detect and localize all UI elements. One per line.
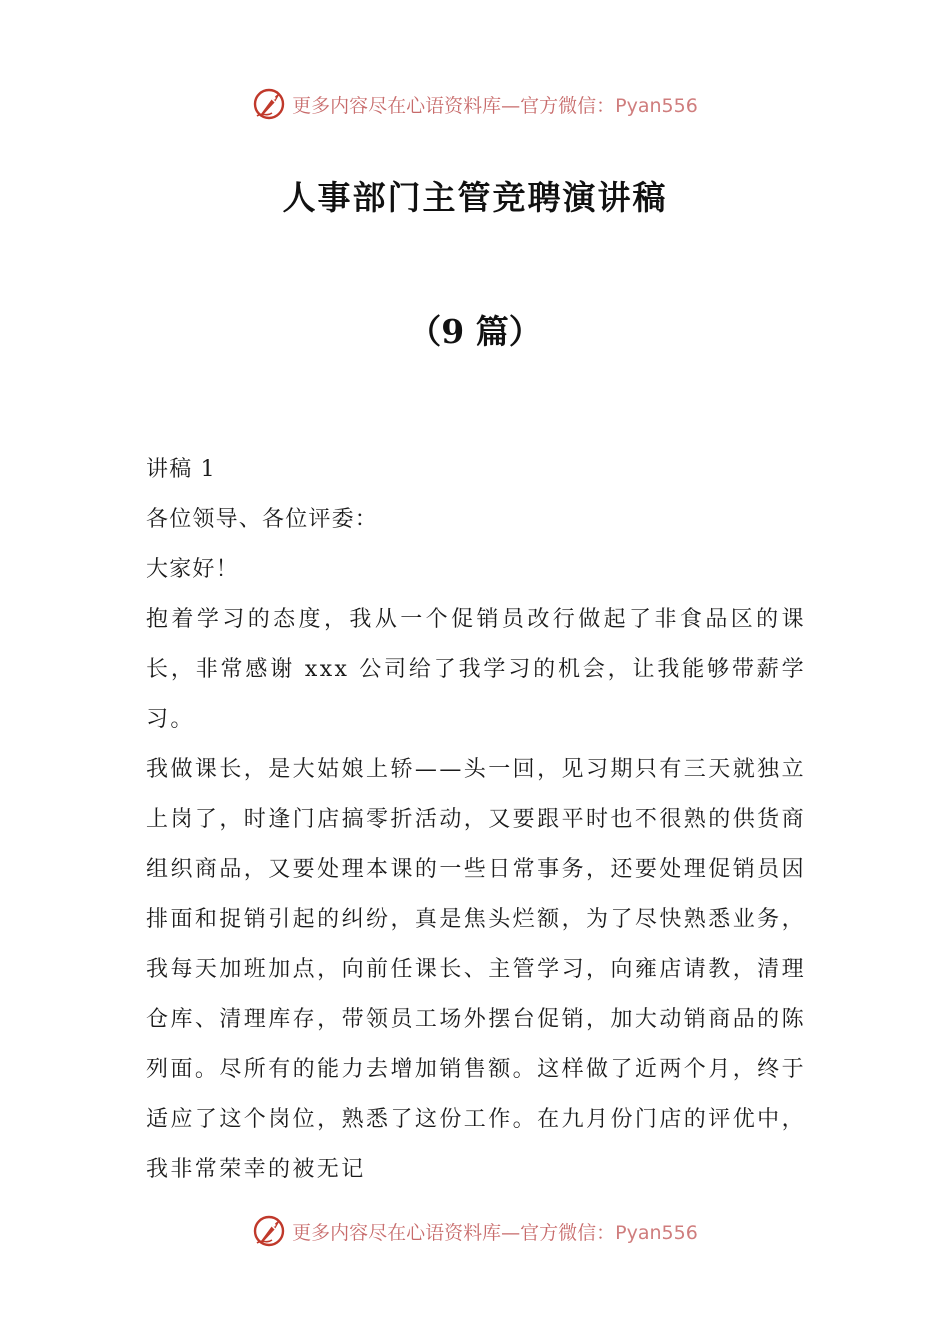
banner-promo-text: 更多内容尽在心语资料库—官方微信： — [292, 1221, 616, 1244]
document-subtitle: （9 篇） — [408, 312, 542, 351]
banner-wechat-id: Pyan556 — [615, 94, 698, 117]
banner-text — [292, 1218, 698, 1245]
banner-wechat-id: Pyan556 — [615, 1221, 698, 1244]
footer-banner — [0, 1209, 950, 1253]
document-body — [146, 445, 806, 1195]
body-paragraph-1: 抱着学习的态度，我从一个促销员改行做起了非食品区的课长，非常感谢 xxx 公司给了我学习的机会，让我能够带薪学习。 — [146, 607, 806, 732]
greeting: 大家好！ — [146, 557, 239, 582]
pen-nib-logo-icon — [252, 86, 288, 122]
header-banner — [0, 82, 950, 126]
banner-text — [292, 91, 698, 118]
document-title: 人事部门主管竞聘演讲稿 — [282, 178, 668, 217]
banner-promo-text: 更多内容尽在心语资料库—官方微信： — [292, 94, 616, 117]
pen-nib-logo-icon — [252, 1213, 288, 1249]
body-paragraph-2: 我做课长，是大姑娘上轿——头一回，见习期只有三天就独立上岗了，时逢门店搞零折活动，又要跟平时也不很熟的供货商组织商品，又要处理本课的一些日常事务，还要处理促销员因排面和捉销引起的纠纷，真是焦头烂额，为了尽快熟悉业务，我每天加班加点，向前任课长、主管学习，向雍店请教，清理仓库、清理库存，带领员工场外摆台促销，加大动销商品的陈列面。尽所有的能力去增加销售额。这样做了近两个月，终于适应了这个岗位，熟悉了这份工作。在九月份门店的评优中，我非常荣幸的被无记 — [146, 757, 806, 1182]
salutation: 各位领导、各位评委： — [146, 507, 379, 532]
section-heading: 讲稿 1 — [146, 457, 216, 482]
